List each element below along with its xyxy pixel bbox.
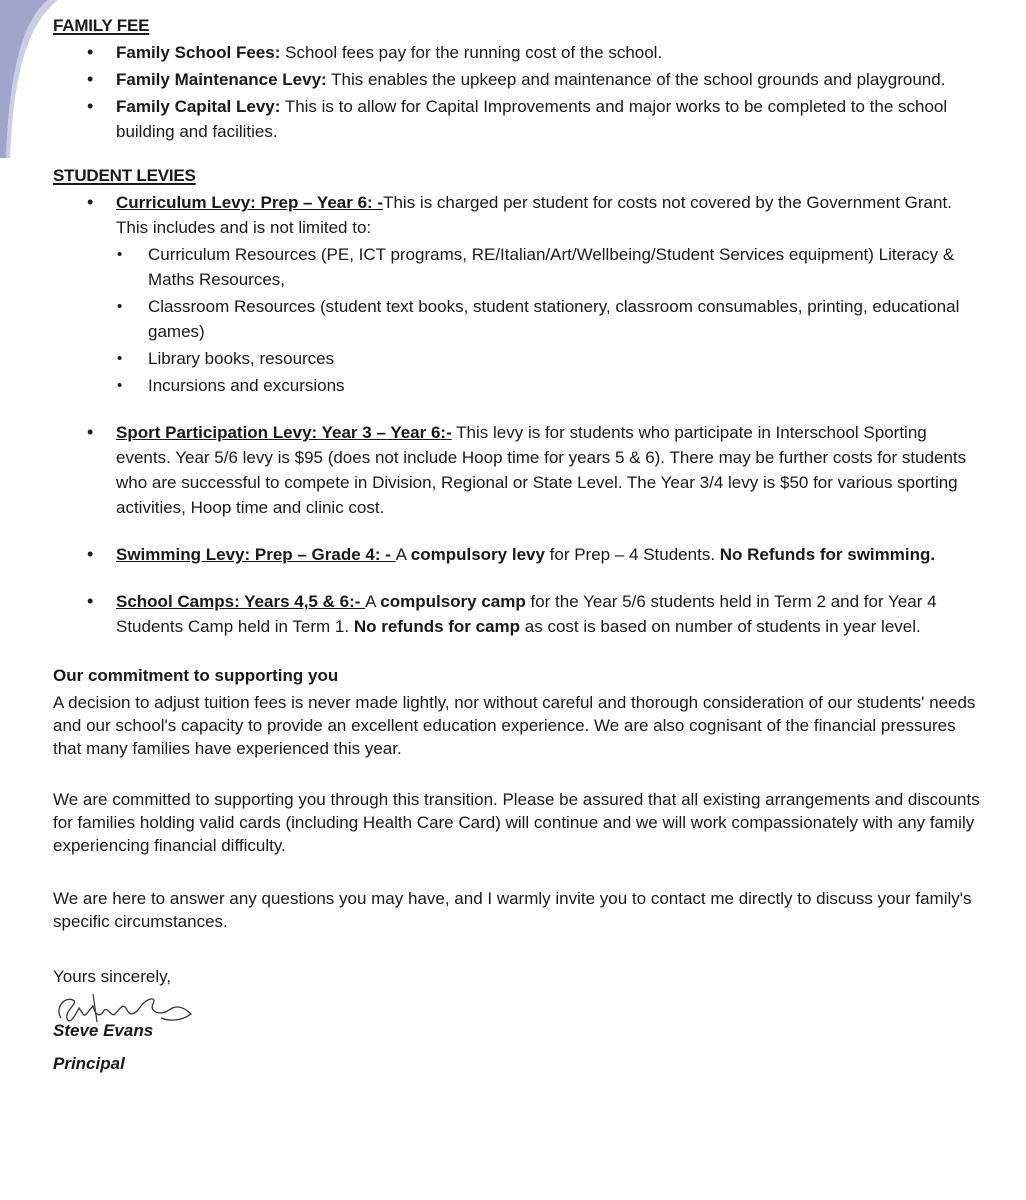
swimming-levy-text: A — [395, 545, 411, 564]
list-item — [53, 94, 983, 144]
commitment-paragraph: We are committed to supporting you through this transition. Please be assured that all existing arrangements and discounts for families holding valid cards (including Health Care Card) will continue and we will work compassionately with any family experiencing financial difficulty. — [53, 790, 980, 855]
list-item — [53, 67, 983, 92]
swimming-no-refunds-text: No Refunds for swimming. — [719, 545, 936, 564]
school-camps-item — [53, 589, 983, 639]
signer-role: Principal — [53, 1054, 125, 1073]
item-title: Family Capital Levy: — [116, 97, 281, 116]
list-item: • Library books, resources — [116, 346, 983, 371]
signature — [53, 988, 983, 1024]
handwritten-signature-graphic — [53, 988, 203, 1030]
curriculum-levy-title: Curriculum Levy: Prep – Year 6: - — [116, 193, 384, 212]
school-camps-title: School Camps: Years 4,5 & 6:- — [116, 592, 366, 611]
camps-no-refunds-text: No refunds for camp — [353, 617, 521, 636]
camps-text: A — [365, 592, 381, 611]
camps-text-3: as cost is based on number of students in year level. — [520, 617, 921, 636]
item-text: School fees pay for the running cost of the school. — [280, 43, 663, 62]
swimming-compulsory-text: compulsory levy — [410, 545, 545, 564]
sport-levy-title: Sport Participation Levy: Year 3 – Year 6:- — [116, 423, 452, 442]
list-item: • Incursions and excursions — [116, 373, 983, 398]
swimming-levy-text-2: for Prep – 4 Students. — [544, 545, 720, 564]
fee-letter-document — [53, 13, 983, 1076]
family-fee-heading: FAMILY FEE — [53, 16, 150, 35]
curriculum-levy-text: This is charged per student for costs not covered by the Government Grant. This includes and is not limited to: — [116, 193, 952, 237]
list-item — [53, 40, 983, 65]
swimming-levy-item — [53, 542, 983, 567]
curriculum-levy-item — [53, 190, 983, 398]
list-item: • Curriculum Resources (PE, ICT programs, RE/Italian/Art/Wellbeing/Student Services equipment) Literacy & Maths Resources, — [116, 242, 983, 292]
commitment-paragraph: We are here to answer any questions you may have, and I warmly invite you to contact me directly to discuss your family's specific circumstances. — [53, 889, 972, 931]
item-title: Family School Fees: — [116, 43, 281, 62]
commitment-title: Our commitment to supporting you — [53, 666, 339, 685]
swimming-levy-title: Swimming Levy: Prep – Grade 4: - — [116, 545, 396, 564]
sport-levy-item — [53, 420, 983, 520]
item-title: Family Maintenance Levy: — [116, 70, 327, 89]
commitment-paragraph: A decision to adjust tuition fees is never made lightly, nor without careful and thorough consideration of our students' needs and our school's capacity to provide an excellent education experience. We are also cognisant of the financial pressures that many families have experienced this year. — [53, 693, 976, 758]
camps-compulsory-text: compulsory camp — [380, 592, 526, 611]
student-levies-list — [53, 190, 983, 639]
item-text: This is to allow for Capital Improvements and major works to be completed to the school building and facilities. — [116, 97, 948, 141]
student-levies-heading: STUDENT LEVIES — [53, 166, 196, 185]
camps-text-2: for the Year 5/6 students held in Term 2 and for Year 4 Students Camp held in Term 1. — [116, 592, 937, 636]
sport-levy-text: This levy is for students who participate in Interschool Sporting events. Year 5/6 levy is $95 (does not include Hoop time for years 5 & 6). There may be further costs for students who are successful to compete in Division, Regional or State Level. The Year 3/4 levy is $50 for various sporting activities, Hoop time and clinic cost. — [116, 423, 967, 517]
decorative-swoosh-graphic — [0, 0, 60, 160]
signer-name: Steve Evans — [53, 1021, 154, 1040]
curriculum-subitems — [116, 242, 983, 398]
closing-line: Yours sincerely, — [53, 967, 172, 986]
family-fee-list — [53, 40, 983, 144]
list-item: • Classroom Resources (student text books, student stationery, classroom consumables, printing, educational games) — [116, 294, 983, 344]
item-text: This enables the upkeep and maintenance of the school grounds and playground. — [326, 70, 946, 89]
